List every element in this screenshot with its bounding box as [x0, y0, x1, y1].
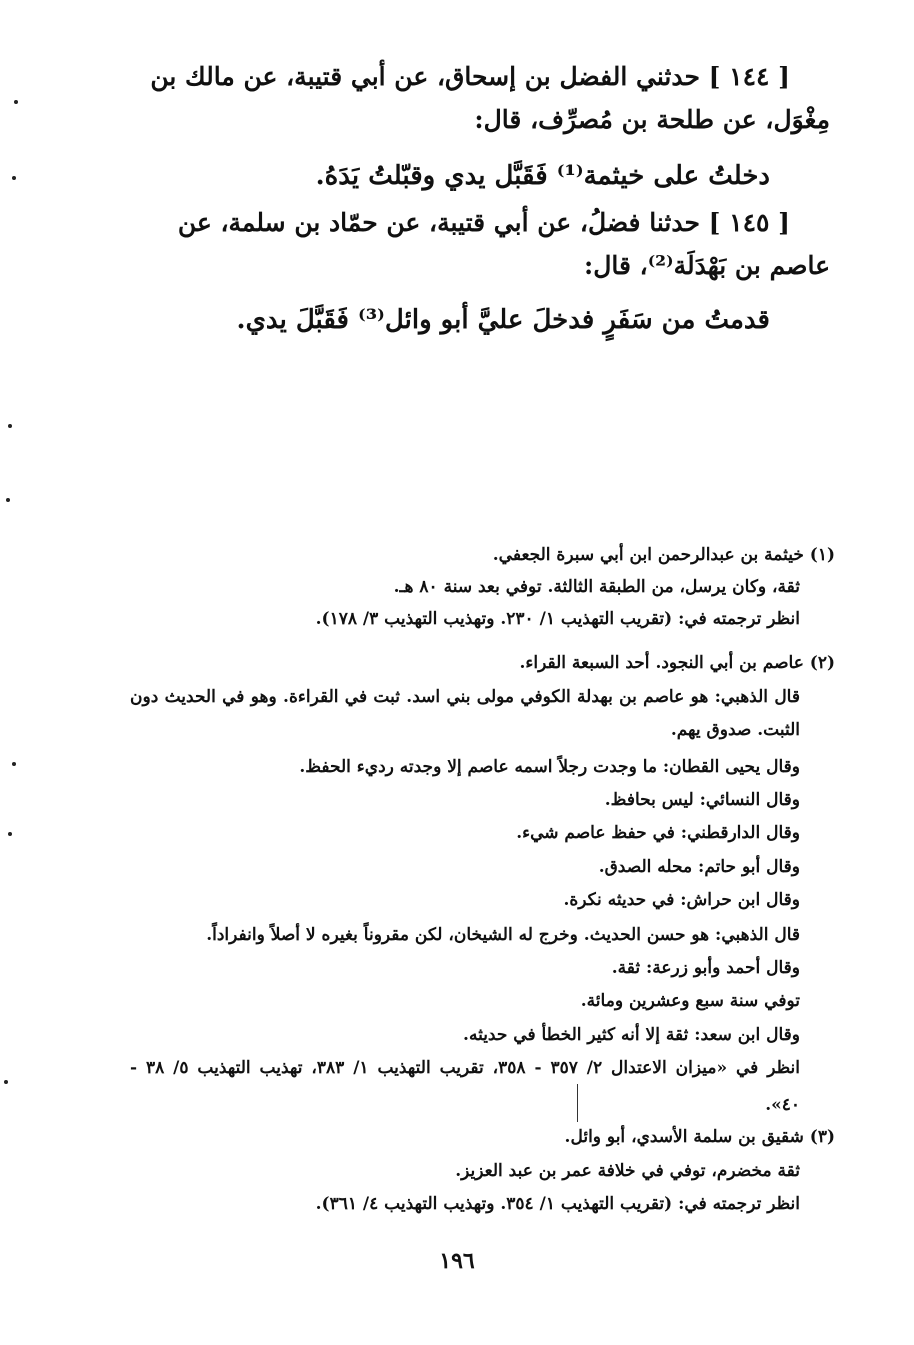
hadith-144-line-2: مِغْوَل، عن طلحة بن مُصرِّف، قال:	[474, 105, 830, 134]
footnote-2-title: (٢) عاصم بن أبي النجود. أحد السبعة القراء.	[519, 653, 835, 673]
hadith-144-quote: دخلتُ على خيثمة⁽¹⁾ فَقَبَّل يدي وقبّلتُ يَدَهُ.	[315, 161, 770, 191]
footnote-1-title: (١) خيثمة بن عبدالرحمن ابن أبي سبرة الجعفي.	[492, 545, 835, 565]
footnote-3-title: (٣) شقيق بن سلمة الأسدي، أبو وائل.	[564, 1127, 835, 1147]
scan-line-artifact	[577, 1084, 578, 1122]
scan-speck	[4, 1080, 8, 1084]
footnote-2-line: وقال يحيى القطان: ما وجدت رجلاً اسمه عاصم إلا وجدته رديء الحفظ.	[299, 757, 800, 777]
hadith-145-line-1: [ ١٤٥ ] حدثنا فضلُ، عن أبي قتيبة، عن حمّاد بن سلمة، عن	[177, 208, 790, 237]
footnote-1-line: ثقة، وكان يرسل، من الطبقة الثالثة. توفي بعد سنة ٨٠ هـ.	[393, 577, 800, 597]
footnote-2-line: قال الذهبي: هو عاصم بن بهدلة الكوفي مولى بني اسد. ثبت في القراءة. وهو في الحديث دون	[130, 687, 800, 707]
scan-speck	[12, 762, 16, 766]
hadith-144-line-1: [ ١٤٤ ] حدثني الفضل بن إسحاق، عن أبي قتيبة، عن مالك بن	[150, 62, 790, 91]
footnote-2-line: وقال ابن حراش: في حديثه نكرة.	[563, 890, 800, 910]
footnote-2-line: الثبت. صدوق يهم.	[670, 720, 800, 740]
footnote-2-line: وقال أحمد وأبو زرعة: ثقة.	[611, 958, 800, 978]
footnote-3-line: انظر ترجمته في: (تقريب التهذيب ١/ ٣٥٤. وتهذيب التهذيب ٤/ ٣٦١).	[315, 1194, 800, 1214]
footnote-2-line: قال الذهبي: هو حسن الحديث. وخرج له الشيخان، لكن مقروناً بغيره لا أصلاً وانفراداً.	[206, 925, 800, 945]
hadith-145-line-2: عاصم بن بَهْدَلَة⁽²⁾، قال:	[583, 251, 830, 280]
page-number: ١٩٦	[439, 1248, 475, 1274]
scan-speck	[6, 498, 10, 502]
scan-speck	[8, 832, 12, 836]
scan-speck	[8, 424, 12, 428]
footnote-2-line: وقال ابن سعد: ثقة إلا أنه كثير الخطأ في حديثه.	[463, 1025, 800, 1045]
footnote-2-line: ٤٠».	[765, 1095, 800, 1115]
footnote-2-line: وقال أبو حاتم: محله الصدق.	[598, 857, 800, 877]
scan-speck	[14, 100, 18, 104]
footnote-2-line: توفي سنة سبع وعشرين ومائة.	[580, 991, 800, 1011]
footnote-3-line: ثقة مخضرم، توفي في خلافة عمر بن عبد العزيز.	[455, 1161, 800, 1181]
footnote-2-line: وقال الدارقطني: في حفظ عاصم شيء.	[516, 823, 800, 843]
hadith-145-quote: قدمتُ من سَفَرٍ فدخلَ عليَّ أبو وائل⁽³⁾ فَقَبَّلَ يدي.	[236, 305, 770, 335]
footnote-2-line: انظر في «ميزان الاعتدال ٢/ ٣٥٧ - ٣٥٨، تقريب التهذيب ١/ ٣٨٣، تهذيب التهذيب ٥/ ٣٨ -	[130, 1058, 800, 1078]
footnote-2-line: وقال النسائي: ليس بحافظ.	[604, 790, 800, 810]
scan-speck	[12, 176, 16, 180]
footnote-1-line: انظر ترجمته في: (تقريب التهذيب ١/ ٢٣٠. وتهذيب التهذيب ٣/ ١٧٨).	[315, 609, 800, 629]
